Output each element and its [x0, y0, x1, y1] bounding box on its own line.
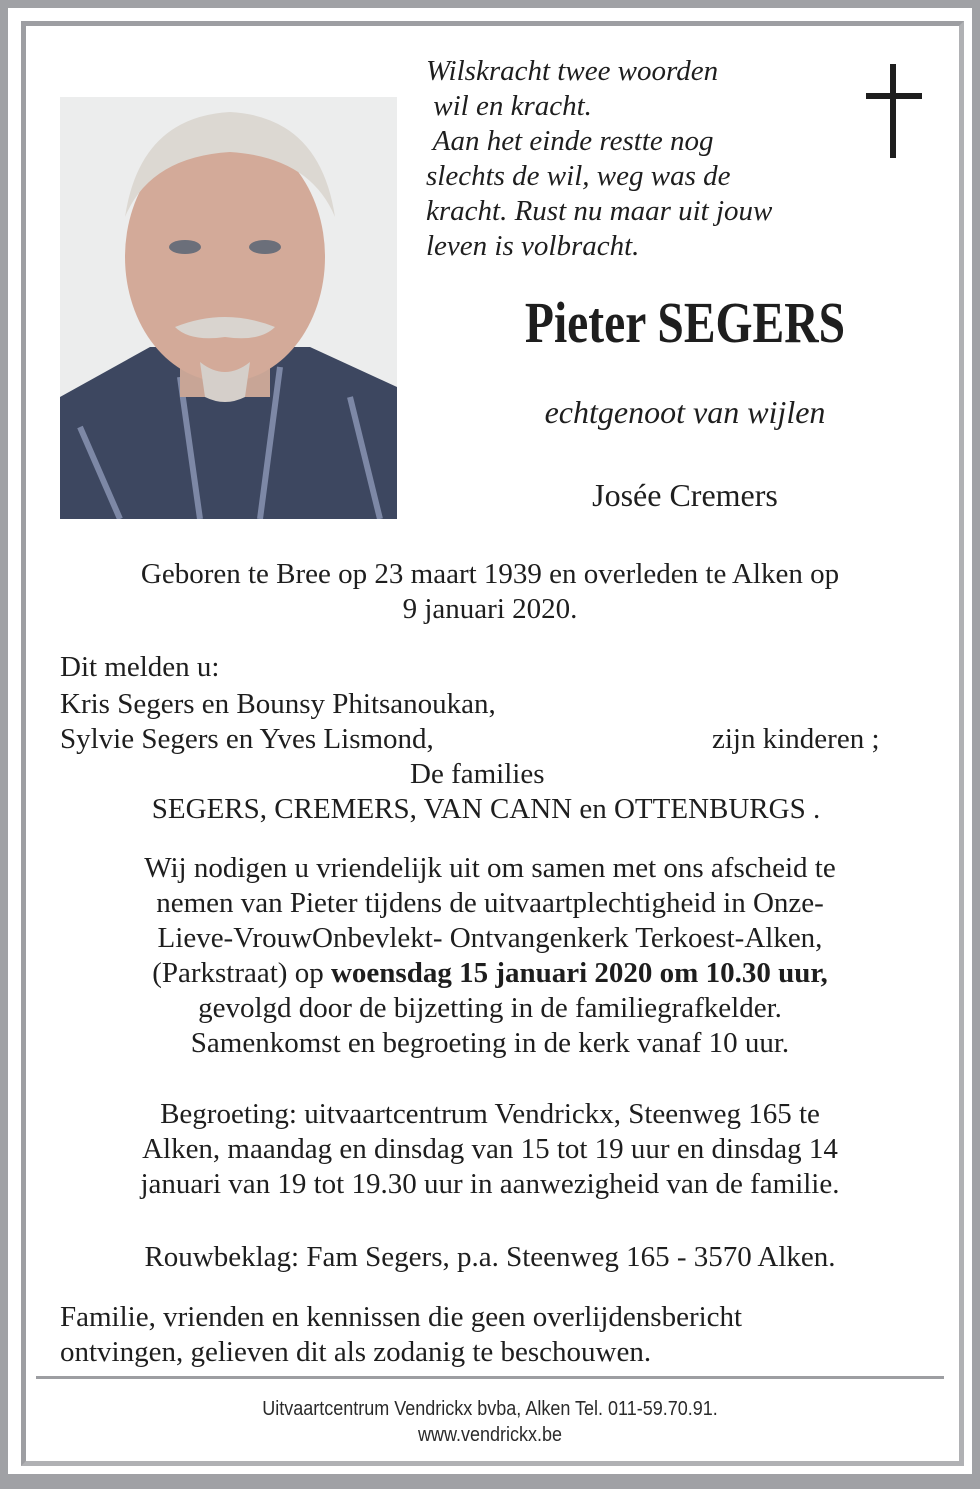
families-label: De families: [410, 758, 545, 790]
announcer-line: Sylvie Segers en Yves Lismond,: [60, 723, 434, 755]
text-line: Samenkomst en begroeting in de kerk vanaf 10 uur.: [190, 1027, 790, 1059]
divider: [36, 1376, 944, 1379]
text-line: Wij nodigen u vriendelijk uit om samen met ons afscheid te: [144, 852, 836, 884]
text-line: Familie, vrienden en kennissen die geen overlijdensbericht: [60, 1301, 743, 1333]
text-line: ontvingen, gelieven dit als zodanig te beschouwen.: [60, 1336, 652, 1368]
poem: [426, 54, 772, 264]
poem-line: kracht. Rust nu maar uit jouw: [426, 195, 773, 227]
text-segment: (Parkstraat) op: [152, 957, 331, 989]
poem-line: Aan het einde restte nog: [426, 125, 714, 157]
spouse-label: echtgenoot van wijlen: [544, 394, 826, 430]
deceased-name: Pieter SEGERS: [524, 290, 846, 355]
funeral-invitation: [40, 851, 940, 1061]
text-line: Alken, maandag en dinsdag van 15 tot 19 uur en dinsdag 14: [142, 1133, 838, 1165]
announcers-intro: Dit melden u:: [60, 651, 220, 683]
condolence-address: Rouwbeklag: Fam Segers, p.a. Steenweg 165 - 3570 Alken.: [144, 1241, 836, 1273]
footer: [81, 1396, 898, 1448]
birth-death-info: [40, 557, 940, 627]
funeral-date: woensdag 15 januari 2020 om 10.30 uur,: [330, 957, 828, 989]
text-line: [40, 956, 940, 991]
text-line: januari van 19 tot 19.30 uur in aanwezigheid van de familie.: [140, 1168, 840, 1200]
poem-line: Wilskracht twee woorden: [426, 55, 719, 87]
text-line: Begroeting: uitvaartcentrum Vendrickx, Steenweg 165 te: [160, 1098, 820, 1130]
cross-icon: [866, 64, 922, 158]
spouse-name: Josée Cremers: [592, 477, 778, 513]
poem-line: wil en kracht.: [426, 90, 592, 122]
text-line: 9 januari 2020.: [402, 593, 578, 625]
funeral-home-info: Uitvaartcentrum Vendrickx bvba, Alken Tel. 011-59.70.91.: [262, 1398, 718, 1420]
announcer-line: Kris Segers en Bounsy Phitsanoukan,: [60, 688, 496, 720]
website-link[interactable]: www.vendrickx.be: [417, 1424, 563, 1446]
relation-label: zijn kinderen ;: [712, 723, 880, 755]
text-line: Lieve-VrouwOnbevlekt- Ontvangenkerk Terkoest-Alken,: [157, 922, 823, 954]
text-line: Geboren te Bree op 23 maart 1939 en overleden te Alken op: [140, 558, 840, 590]
closing-note: [60, 1300, 742, 1370]
text-line: gevolgd door de bijzetting in de familiegrafkelder.: [198, 992, 782, 1024]
families-names: SEGERS, CREMERS, VAN CANN en OTTENBURGS .: [151, 793, 821, 825]
poem-line: slechts de wil, weg was de: [426, 160, 731, 192]
text-line: nemen van Pieter tijdens de uitvaartplechtigheid in Onze-: [156, 887, 824, 919]
poem-line: leven is volbracht.: [426, 230, 640, 262]
portrait-photo: [60, 97, 397, 519]
visitation-info: [40, 1097, 940, 1202]
